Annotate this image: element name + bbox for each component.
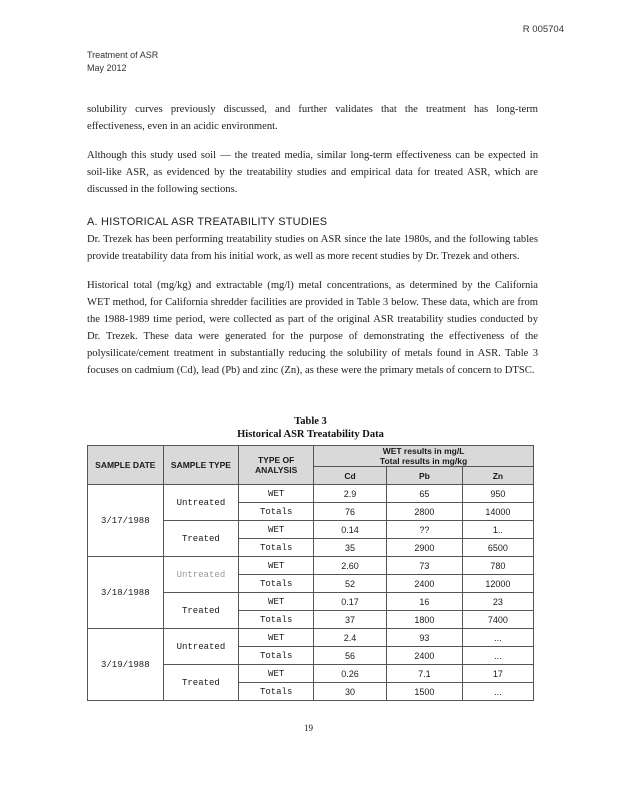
paragraph: solubility curves previously discussed, and further validates that the treatment has long-term effectiveness, even in an acidic environment. xyxy=(87,104,538,132)
header-results xyxy=(314,446,534,467)
cd-cell: 0.14 xyxy=(314,521,387,539)
section-heading: A. HISTORICAL ASR TREATABILITY STUDIES xyxy=(87,216,328,228)
pb-cell: ?? xyxy=(386,521,462,539)
analysis-cell: Totals xyxy=(239,503,314,521)
header-sample-type: SAMPLE TYPE xyxy=(163,446,239,485)
pb-cell: 2400 xyxy=(386,647,462,665)
sample-type-cell: Treated xyxy=(163,593,239,629)
pb-cell: 65 xyxy=(386,485,462,503)
cd-cell: 37 xyxy=(314,611,387,629)
sample-date-cell: 3/19/1988 xyxy=(88,629,164,701)
analysis-cell: Totals xyxy=(239,683,314,701)
section-text xyxy=(87,231,538,391)
cd-cell: 2.4 xyxy=(314,629,387,647)
pb-cell: 93 xyxy=(386,629,462,647)
sample-type-cell: Treated xyxy=(163,665,239,701)
header-pb: Pb xyxy=(386,467,462,485)
document-id: R 005704 xyxy=(522,24,564,35)
pb-cell: 73 xyxy=(386,557,462,575)
pb-cell: 2900 xyxy=(386,539,462,557)
running-title: Treatment of ASR xyxy=(87,50,159,60)
paragraph: Historical total (mg/kg) and extractable (mg/l) metal concentrations, as determined by the California WET method, for California shredder facilities are provided in Table 3 below. These data, which are from the 1988-1989 time period, were collected as part of the original ASR treatability studies conducted by Dr. Trezek. These data were generated for the purpose of demonstrating the effectiveness of the polysilicate/cement treatment in substantially reducing the solubility of metals found in ASR. Table 3 focuses on cadmium (Cd), lead (Pb) and zinc (Zn), as these were the primary metals of concern to DTSC. xyxy=(87,280,538,376)
zn-cell: 12000 xyxy=(462,575,533,593)
analysis-cell: Totals xyxy=(239,647,314,665)
zn-cell: ... xyxy=(462,629,533,647)
zn-cell: ... xyxy=(462,647,533,665)
zn-cell: 780 xyxy=(462,557,533,575)
treatability-table xyxy=(87,445,534,701)
header-results-total: Total results in mg/kg xyxy=(379,456,468,466)
page-number: 19 xyxy=(304,723,313,733)
cd-cell: 2.60 xyxy=(314,557,387,575)
zn-cell: ... xyxy=(462,683,533,701)
zn-cell: 7400 xyxy=(462,611,533,629)
pb-cell: 1500 xyxy=(386,683,462,701)
sample-type-cell: Untreated xyxy=(163,485,239,521)
analysis-cell: WET xyxy=(239,629,314,647)
sample-type-cell: Treated xyxy=(163,521,239,557)
paragraph: Dr. Trezek has been performing treatability studies on ASR since the late 1980s, and the following tables provide treatability data from his initial work, as well as more recent studies by Dr. Trezek and others. xyxy=(87,234,538,262)
cd-cell: 35 xyxy=(314,539,387,557)
cd-cell: 2.9 xyxy=(314,485,387,503)
table-row xyxy=(88,557,534,575)
table-title: Table 3 xyxy=(294,416,327,427)
table-row xyxy=(88,485,534,503)
zn-cell: 1.. xyxy=(462,521,533,539)
header-results-wet: WET results in mg/L xyxy=(382,446,465,456)
zn-cell: 17 xyxy=(462,665,533,683)
analysis-cell: WET xyxy=(239,593,314,611)
cd-cell: 56 xyxy=(314,647,387,665)
cd-cell: 52 xyxy=(314,575,387,593)
zn-cell: 14000 xyxy=(462,503,533,521)
zn-cell: 6500 xyxy=(462,539,533,557)
sample-type-cell: Untreated xyxy=(163,557,239,593)
pb-cell: 2800 xyxy=(386,503,462,521)
intro-text xyxy=(87,101,538,210)
paragraph: Although this study used soil — the treated media, similar long-term effectiveness can be expected in soil-like ASR, as evidenced by the treatability studies and empirical data for treated ASR, which are discussed in the following sections. xyxy=(87,150,538,195)
analysis-cell: WET xyxy=(239,665,314,683)
analysis-cell: Totals xyxy=(239,575,314,593)
analysis-cell: WET xyxy=(239,521,314,539)
pb-cell: 1800 xyxy=(386,611,462,629)
sample-date-cell: 3/18/1988 xyxy=(88,557,164,629)
table-subtitle: Historical ASR Treatability Data xyxy=(237,429,384,440)
zn-cell: 23 xyxy=(462,593,533,611)
sample-date-cell: 3/17/1988 xyxy=(88,485,164,557)
header-zn: Zn xyxy=(462,467,533,485)
analysis-cell: WET xyxy=(239,557,314,575)
cd-cell: 0.26 xyxy=(314,665,387,683)
pb-cell: 7.1 xyxy=(386,665,462,683)
cd-cell: 30 xyxy=(314,683,387,701)
sample-type-cell: Untreated xyxy=(163,629,239,665)
zn-cell: 950 xyxy=(462,485,533,503)
cd-cell: 76 xyxy=(314,503,387,521)
running-date: May 2012 xyxy=(87,63,127,73)
analysis-cell: WET xyxy=(239,485,314,503)
cd-cell: 0.17 xyxy=(314,593,387,611)
header-analysis-type: TYPE OF ANALYSIS xyxy=(239,446,314,485)
analysis-cell: Totals xyxy=(239,611,314,629)
header-sample-date: SAMPLE DATE xyxy=(88,446,164,485)
analysis-cell: Totals xyxy=(239,539,314,557)
header-cd: Cd xyxy=(314,467,387,485)
pb-cell: 16 xyxy=(386,593,462,611)
table-row xyxy=(88,629,534,647)
pb-cell: 2400 xyxy=(386,575,462,593)
